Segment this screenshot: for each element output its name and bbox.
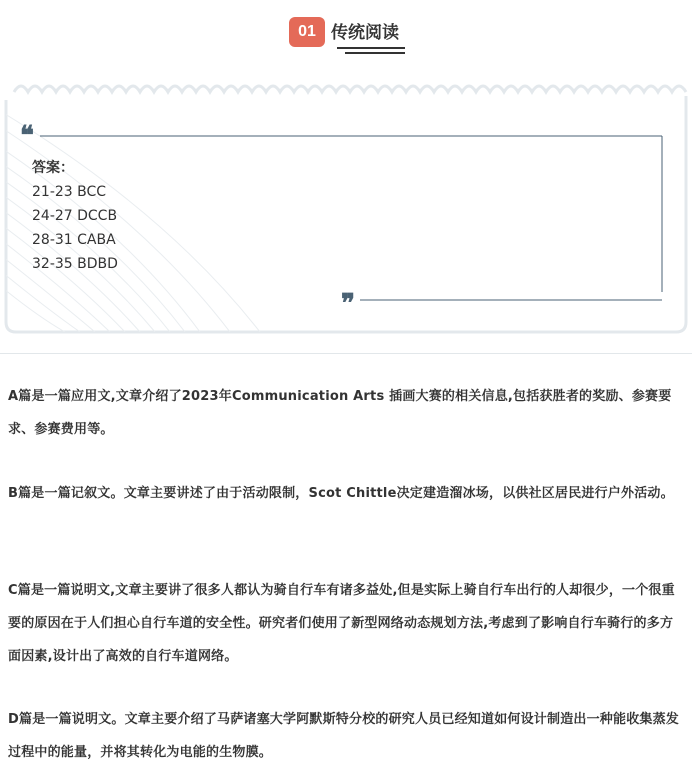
answer-line: 21-23 BCC (32, 184, 107, 200)
open-quote-icon: ❝ (20, 121, 34, 150)
passage-c: C篇是一篇说明文,文章主要讲了很多人都认为骑自行车有诸多益处,但是实际上骑自行车出行的人却很少，一个很重要的原因在于人们担心自行车道的安全性。研究者们使用了新型网络动态规划方法,考虑到了影响自行车骑行的多方面因素,设计出了高效的自行车道网络。 (8, 583, 675, 664)
section-number-badge: 01 (289, 17, 325, 47)
answer-label: 答案： (32, 160, 74, 176)
section-header (0, 14, 692, 60)
section-divider (0, 353, 692, 354)
answer-line: 28-31 CABA (32, 232, 116, 248)
title-underline (337, 47, 405, 49)
answer-line: 32-35 BDBD (32, 256, 118, 272)
answer-card (0, 74, 692, 338)
close-quote-icon: ❞ (341, 289, 355, 318)
answer-list (32, 156, 118, 276)
section-title: 传统阅读 (331, 23, 399, 43)
title-underline-short (345, 52, 405, 54)
passage-a: A篇是一篇应用文,文章介绍了2023年Communication Arts 插画大赛的相关信息,包括获胜者的奖励、参赛要求、参赛费用等。 (8, 389, 672, 437)
answer-line: 24-27 DCCB (32, 208, 118, 224)
passage-b: B篇是一篇记叙文。文章主要讲述了由于活动限制，Scot Chittle决定建造溜冰场，以供社区居民进行户外活动。 (8, 486, 674, 501)
passage-d: D篇是一篇说明文。文章主要介绍了马萨诸塞大学阿默斯特分校的研究人员已经知道如何设计制造出一种能收集蒸发过程中的能量，并将其转化为电能的生物膜。 (8, 712, 679, 760)
